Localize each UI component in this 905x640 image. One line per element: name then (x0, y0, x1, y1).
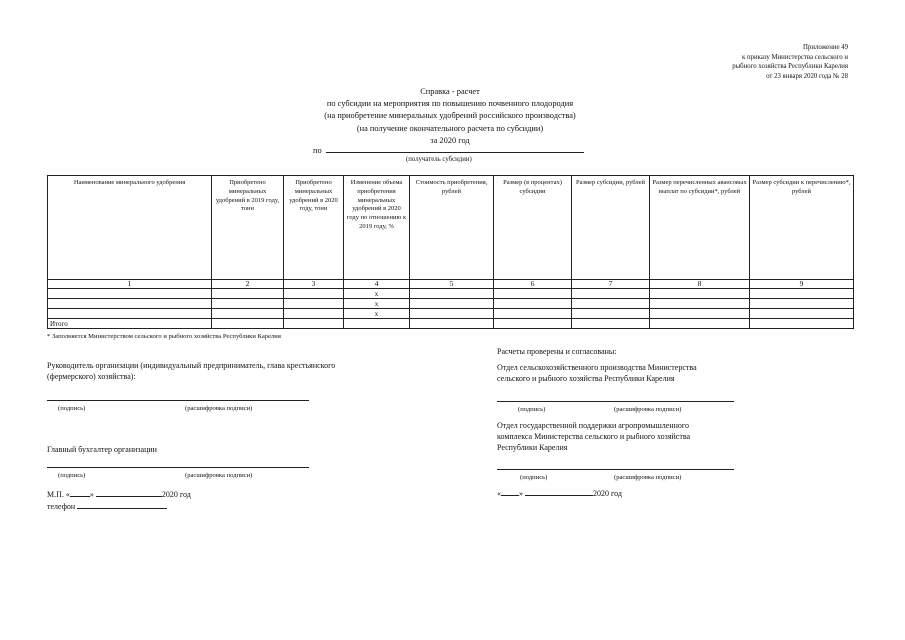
table-cell[interactable] (410, 289, 494, 299)
head-label-line1: Руководитель организации (индивидуальный предприниматель, глава крестьянского (47, 361, 336, 370)
title-line: Справка - расчет (420, 87, 480, 96)
column-header: Размер (в процентах) субсидии (494, 176, 572, 280)
table-cell[interactable] (650, 299, 750, 309)
year-suffix: 2020 год (593, 489, 622, 498)
column-header: Изменение объема приобретения минеральных удобрений в 2020 году по отношению к 2019 году, % (344, 176, 410, 280)
signature-caption: (подпись) (520, 474, 548, 481)
column-number: 4 (344, 280, 410, 289)
stamp-date-row (47, 489, 191, 500)
table-cell[interactable] (212, 319, 284, 329)
table-cell[interactable] (212, 299, 284, 309)
recipient-hint: (получатель субсидии) (406, 156, 472, 163)
dept1-signature-line[interactable] (497, 401, 734, 402)
table-cell[interactable] (750, 319, 854, 329)
x-mark-cell: х (344, 299, 410, 309)
dept2-line2: комплекса Министерства сельского и рыбного хозяйства (497, 432, 691, 441)
dept2-signature-line[interactable] (497, 469, 734, 470)
dept2-line1: Отдел государственной поддержки агропромышленного (497, 421, 689, 430)
table-cell[interactable] (494, 309, 572, 319)
checked-label: Расчеты проверены и согласованы: (497, 347, 617, 356)
table-cell[interactable] (284, 309, 344, 319)
day-field[interactable] (70, 489, 90, 497)
title-line: за 2020 год (430, 135, 470, 145)
table-row (48, 299, 854, 309)
signature-caption: (подпись) (58, 472, 86, 479)
column-number: 5 (410, 280, 494, 289)
title-line: (на получение окончательного расчета по субсидии) (356, 123, 544, 133)
x-mark-cell: х (344, 289, 410, 299)
x-mark-cell: х (344, 309, 410, 319)
approval-date-row (497, 488, 622, 499)
table-cell[interactable] (494, 299, 572, 309)
table-cell[interactable] (48, 309, 212, 319)
title-line: по субсидии на мероприятия по повышению почвенного плодородия (326, 99, 574, 109)
table-cell[interactable] (494, 319, 572, 329)
column-number: 8 (650, 280, 750, 289)
table-cell[interactable] (410, 319, 494, 329)
table-cell[interactable] (750, 289, 854, 299)
column-number-row (48, 280, 854, 289)
column-header: Размер субсидии к перечислению*, рублей (750, 176, 854, 280)
column-number: 1 (48, 280, 212, 289)
accountant-label: Главный бухгалтер организации (47, 445, 157, 454)
decode-caption: (расшифровка подписи) (185, 472, 253, 479)
table-row (48, 309, 854, 319)
column-number: 7 (572, 280, 650, 289)
column-header: Приобретено минеральных удобрений в 2019 году, тонн (212, 176, 284, 280)
recipient-prefix: по (313, 146, 322, 155)
title-line: (на приобретение минеральных удобрений российского производства) (324, 111, 576, 121)
column-header: Наименование минерального удобрения (48, 176, 212, 280)
date-prefix: « (497, 489, 501, 498)
column-number: 2 (212, 280, 284, 289)
appendix-line: рыбного хозяйства Республики Карелия (732, 63, 848, 71)
appendix-header (588, 43, 848, 81)
column-header: Стоимость приобретения, рублей (410, 176, 494, 280)
table-cell[interactable] (750, 309, 854, 319)
signature-caption: (подпись) (518, 406, 546, 413)
table-cell[interactable] (572, 299, 650, 309)
month-field[interactable] (525, 488, 593, 496)
table-cell[interactable] (410, 299, 494, 309)
dept1-line1: Отдел сельскохозяйственного производства Министерства (497, 363, 697, 372)
phone-row (47, 501, 167, 512)
column-header: Размер перечисленных авансовых выплат по субсидии*, рублей (650, 176, 750, 280)
total-row (48, 319, 854, 329)
table-cell[interactable] (650, 309, 750, 319)
table-cell[interactable] (572, 289, 650, 299)
day-field[interactable] (501, 488, 519, 496)
dept2-line3: Республики Карелия (497, 443, 568, 452)
document-title (250, 86, 650, 147)
table-cell[interactable] (284, 319, 344, 329)
stamp-mid: » (89, 490, 94, 499)
table-cell[interactable] (750, 299, 854, 309)
table-cell[interactable] (212, 309, 284, 319)
appendix-line: от 23 января 2020 года № 28 (766, 72, 848, 80)
column-number: 3 (284, 280, 344, 289)
table-cell[interactable] (572, 319, 650, 329)
column-header: Размер субсидии, рублей (572, 176, 650, 280)
recipient-field[interactable] (326, 144, 584, 153)
calculation-table (47, 175, 854, 329)
table-cell[interactable] (284, 289, 344, 299)
head-label-line2: (фермерского) хозяйства): (47, 372, 136, 381)
total-label: Итого (48, 319, 212, 329)
appendix-line: Приложение 49 (803, 44, 848, 51)
table-cell[interactable] (572, 309, 650, 319)
table-cell[interactable] (650, 289, 750, 299)
month-field[interactable] (96, 489, 162, 497)
decode-caption: (расшифровка подписи) (614, 406, 682, 413)
table-header-row (48, 176, 854, 280)
column-number: 9 (750, 280, 854, 289)
phone-label: телефон (47, 502, 76, 511)
table-cell[interactable] (284, 299, 344, 309)
decode-caption: (расшифровка подписи) (614, 474, 682, 481)
phone-field[interactable] (77, 501, 167, 509)
head-signature-line[interactable] (47, 400, 309, 401)
footnote: * Заполняется Министерством сельского и рыбного хозяйства Республики Карелия (47, 333, 281, 340)
appendix-line: к приказу Министерства сельского и (741, 53, 848, 61)
table-cell[interactable] (344, 319, 410, 329)
date-mid: » (519, 489, 523, 498)
accountant-signature-line[interactable] (47, 467, 309, 468)
table-cell[interactable] (494, 289, 572, 299)
table-cell[interactable] (48, 299, 212, 309)
signature-caption: (подпись) (58, 405, 86, 412)
column-number: 6 (494, 280, 572, 289)
table-row (48, 289, 854, 299)
column-header: Приобретено минеральных удобрений в 2020 году, тонн (284, 176, 344, 280)
dept1-line2: сельского и рыбного хозяйства Республики Карелия (497, 374, 675, 383)
table-cell[interactable] (650, 319, 750, 329)
stamp-prefix: М.П. « (47, 490, 70, 499)
table-cell[interactable] (410, 309, 494, 319)
table-cell[interactable] (212, 289, 284, 299)
year-suffix: 2020 год (161, 490, 191, 499)
table-cell[interactable] (48, 289, 212, 299)
decode-caption: (расшифровка подписи) (185, 405, 253, 412)
